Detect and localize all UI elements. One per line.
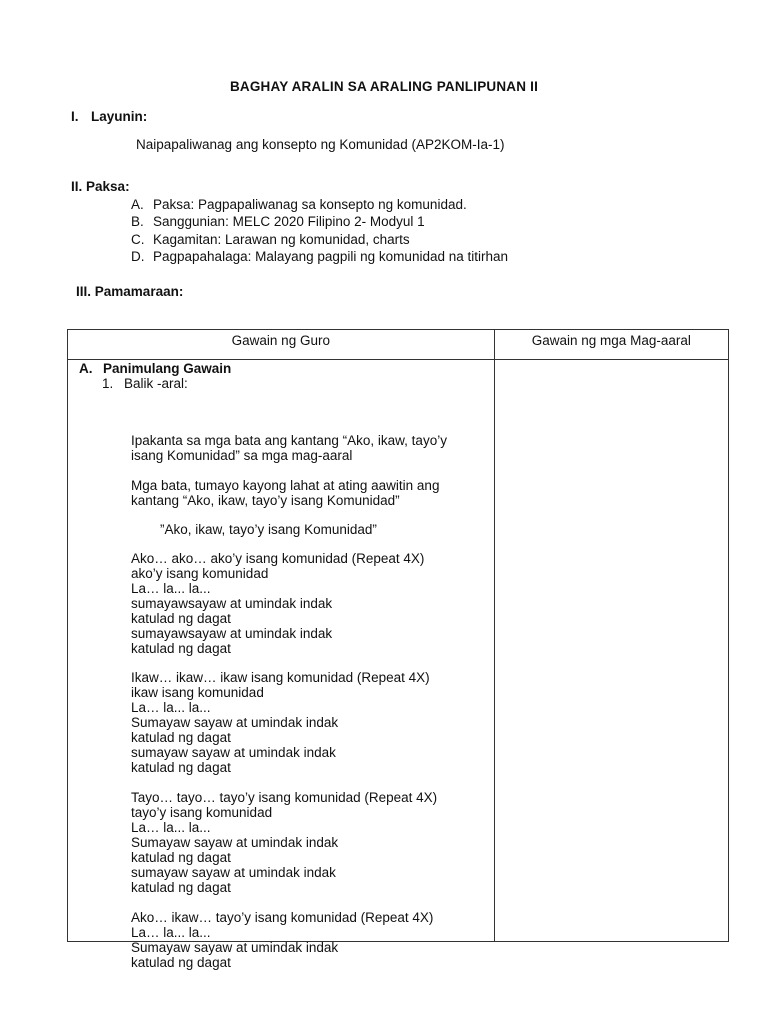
section-number: III. xyxy=(76,284,92,299)
list-marker: D. xyxy=(131,248,145,264)
text-line: isang Komunidad” sa mga mag-aaral xyxy=(131,448,353,463)
text-line: ikaw isang komunidad xyxy=(131,685,264,700)
teacher-activity-cell xyxy=(68,360,495,970)
text-line: ako’y isang komunidad xyxy=(131,566,269,581)
section-paksa-heading xyxy=(71,179,130,194)
subheading-number: A. xyxy=(79,361,93,376)
document-title: BAGHAY ARALIN SA ARALING PANLIPUNAN II xyxy=(229,79,539,94)
text-line: Ako… ikaw… tayo’y isang komunidad (Repeat 4X) xyxy=(131,910,434,925)
list-marker: C. xyxy=(131,231,145,247)
text-line: Mga bata, tumayo kayong lahat at ating aawitin ang xyxy=(131,478,440,493)
section-layunin-heading xyxy=(71,109,147,124)
list-item-text: Kagamitan: Larawan ng komunidad, charts xyxy=(153,231,410,247)
table-row xyxy=(68,360,729,942)
activity-table xyxy=(67,329,729,970)
table-header-row xyxy=(68,330,729,360)
text-line: Sumayaw sayaw at umindak indak xyxy=(131,715,339,730)
text-line: ”Ako, ikaw, tayo’y isang Komunidad” xyxy=(160,522,377,537)
text-line: Sumayaw sayaw at umindak indak xyxy=(131,940,339,955)
song-verse xyxy=(131,551,491,656)
text-line: katulad ng dagat xyxy=(131,611,231,626)
text-line: Ipakanta sa mga bata ang kantang “Ako, ikaw, tayo’y xyxy=(131,433,447,448)
paksa-item xyxy=(131,213,508,230)
text-line: katulad ng dagat xyxy=(131,955,231,970)
layunin-text: Naipapaliwanag ang konsepto ng Komunidad (AP2KOM-Ia-1) xyxy=(136,137,505,152)
text-line: katulad ng dagat xyxy=(131,641,231,656)
text-line: katulad ng dagat xyxy=(131,760,231,775)
header-gawain-guro: Gawain ng Guro xyxy=(68,330,495,360)
instruction-paragraph xyxy=(131,478,491,508)
section-label: Pamamaraan: xyxy=(94,284,184,299)
text-line: La… la... la... xyxy=(131,581,211,596)
text-line: La… la... la... xyxy=(131,700,211,715)
list-marker: B. xyxy=(131,214,144,230)
paksa-item xyxy=(131,231,508,248)
song-verse xyxy=(131,670,491,775)
text-line: La… la... la... xyxy=(131,820,211,835)
list-marker: A. xyxy=(131,197,144,212)
header-gawain-mag-aaral: Gawain ng mga Mag-aaral xyxy=(494,330,728,360)
item-label: Balik -aral: xyxy=(124,376,188,391)
student-activity-cell xyxy=(494,360,728,942)
balik-aral-item xyxy=(102,376,188,391)
text-line: tayo’y isang komunidad xyxy=(131,805,273,820)
section-number: I. xyxy=(71,109,79,124)
subheading-label: Panimulang Gawain xyxy=(103,361,232,376)
text-line: Tayo… tayo… tayo’y isang komunidad (Repeat 4X) xyxy=(131,790,438,805)
song-verse xyxy=(131,910,491,970)
panimulang-gawain-heading xyxy=(79,361,231,376)
paksa-item xyxy=(131,248,508,265)
text-line: sumayawsayaw at umindak indak xyxy=(131,626,333,641)
item-number: 1. xyxy=(102,376,114,391)
paksa-item xyxy=(131,196,508,213)
text-line: katulad ng dagat xyxy=(131,730,231,745)
list-item-text: Paksa: Pagpapaliwanag sa konsepto ng komunidad. xyxy=(153,197,467,212)
section-number: II. xyxy=(71,179,83,194)
text-line: La… la... la... xyxy=(131,925,211,940)
song-title xyxy=(160,522,520,537)
text-line: Ikaw… ikaw… ikaw isang komunidad (Repeat 4X) xyxy=(131,670,430,685)
list-item-text: Pagpapahalaga: Malayang pagpili ng komunidad na titirhan xyxy=(153,248,509,264)
text-line: katulad ng dagat xyxy=(131,850,231,865)
paksa-list xyxy=(131,196,508,265)
list-item-text: Sanggunian: MELC 2020 Filipino 2- Modyul 1 xyxy=(153,214,425,230)
song-verse xyxy=(131,790,491,895)
text-line: Ako… ako… ako’y isang komunidad (Repeat 4X) xyxy=(131,551,425,566)
text-line: sumayaw sayaw at umindak indak xyxy=(131,865,336,880)
text-line: katulad ng dagat xyxy=(131,880,231,895)
section-label: Paksa: xyxy=(86,179,130,194)
instruction-paragraph xyxy=(131,433,491,463)
text-line: kantang “Ako, ikaw, tayo’y isang Komunidad” xyxy=(131,493,400,508)
section-pamamaraan-heading xyxy=(76,284,183,299)
text-line: Sumayaw sayaw at umindak indak xyxy=(131,835,339,850)
text-line: sumayaw sayaw at umindak indak xyxy=(131,745,336,760)
text-line: sumayawsayaw at umindak indak xyxy=(131,596,333,611)
section-label: Layunin: xyxy=(91,109,148,124)
